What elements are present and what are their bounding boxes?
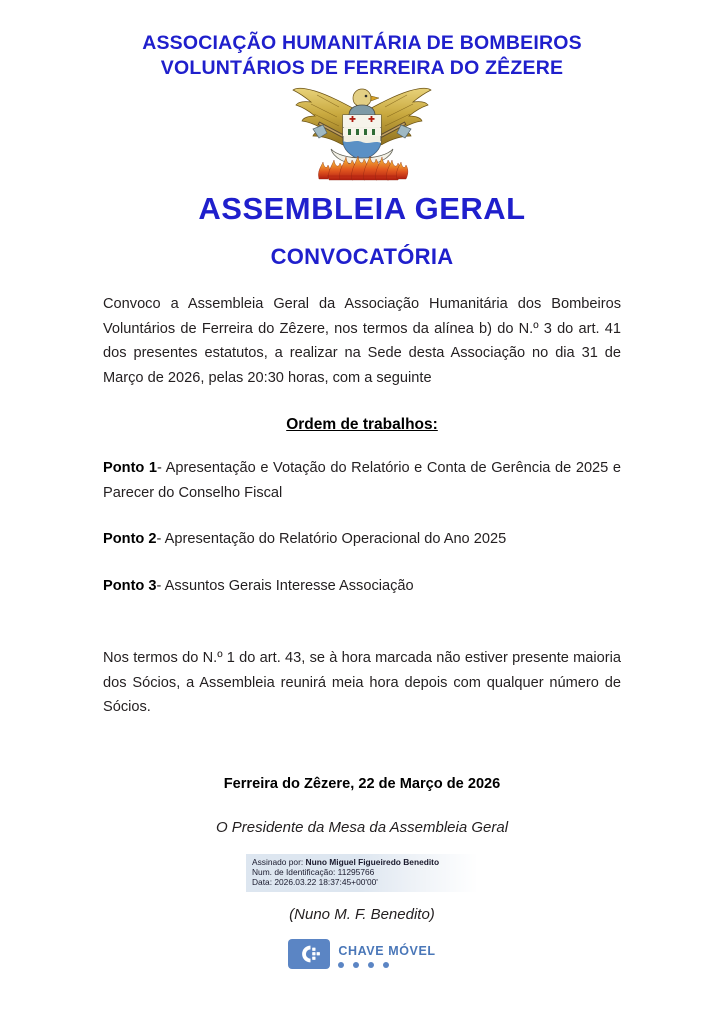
chave-movel-label: CHAVE MÓVEL [338, 943, 436, 958]
chave-movel-logo-container [103, 939, 621, 969]
agenda-point-3 [103, 574, 621, 599]
chave-movel-dots-decoration [338, 962, 435, 968]
digital-signature-stamp [246, 854, 478, 892]
emblem-container [0, 83, 724, 183]
agenda-point-2-label: Ponto 2 [103, 531, 157, 547]
agenda-point-1 [103, 456, 621, 505]
organisation-header-line-2: VOLUNTÁRIOS DE FERREIRA DO ZÊZERE [160, 57, 564, 79]
digital-signature-signed-by-line [252, 857, 474, 867]
chave-movel-dot-1 [338, 962, 344, 968]
chave-movel-c-glyph-icon [296, 944, 322, 964]
chave-movel-badge-icon [288, 939, 330, 969]
chave-movel-text-column [338, 939, 435, 968]
agenda-point-2 [103, 527, 621, 552]
digital-signature-identification: Num. de Identificação: 11295766 [252, 866, 375, 877]
chave-movel-logo [288, 939, 435, 969]
digital-signature-date: Data: 2026.03.22 18:37:45+00'00' [252, 877, 378, 888]
signature-place-and-date: Ferreira do Zêzere, 22 de Março de 2026 [223, 775, 501, 792]
chave-movel-dot-2 [353, 962, 359, 968]
intro-paragraph: Convoco a Assembleia Geral da Associação Humanitária dos Bombeiros Voluntários de Ferreira do Zêzere, nos termos da alínea b) do N.º 3 do art. 41 dos presentes estatutos, a realizar na Sede desta Associação no dia 31 de Março de 2026, pelas 20:30 horas, com a seguinte [103, 296, 621, 386]
agenda-point-3-label: Ponto 3 [103, 577, 157, 594]
fire-brigade-eagle-emblem-icon [287, 83, 437, 183]
digital-signature-signer-name: Nuno Miguel Figueiredo Benedito [305, 856, 440, 867]
agenda-point-3-text: - Assuntos Gerais Interesse Associação [156, 577, 414, 594]
agenda-point-1-label: Ponto 1 [103, 460, 158, 476]
chave-movel-dot-4 [383, 962, 389, 968]
organisation-header-line-1: ASSOCIAÇÃO HUMANITÁRIA DE BOMBEIROS [142, 32, 582, 54]
chave-movel-dot-3 [368, 962, 374, 968]
page-title: ASSEMBLEIA GERAL [198, 191, 526, 226]
digital-signature-signed-by-label: Assinado por: [252, 856, 304, 867]
closing-paragraph: Nos termos do N.º 1 do art. 43, se à hora marcada não estiver presente maioria dos Sócios, a Assembleia reunirá meia hora depois com qualquer número de Sócios. [103, 650, 621, 715]
page-subtitle: CONVOCATÓRIA [270, 244, 454, 269]
agenda-heading: Ordem de trabalhos: [286, 416, 438, 433]
signature-name: (Nuno M. F. Benedito) [289, 905, 435, 923]
document-content [103, 270, 621, 969]
agenda-point-1-text: - Apresentação e Votação do Relatório e Conta de Gerência de 2025 e Parecer do Conselho Fiscal [103, 460, 621, 501]
agenda-point-2-text: - Apresentação do Relatório Operacional do Ano 2025 [156, 531, 507, 547]
signature-role: O Presidente da Mesa da Assembleia Geral [215, 818, 509, 836]
organisation-header [0, 0, 724, 81]
